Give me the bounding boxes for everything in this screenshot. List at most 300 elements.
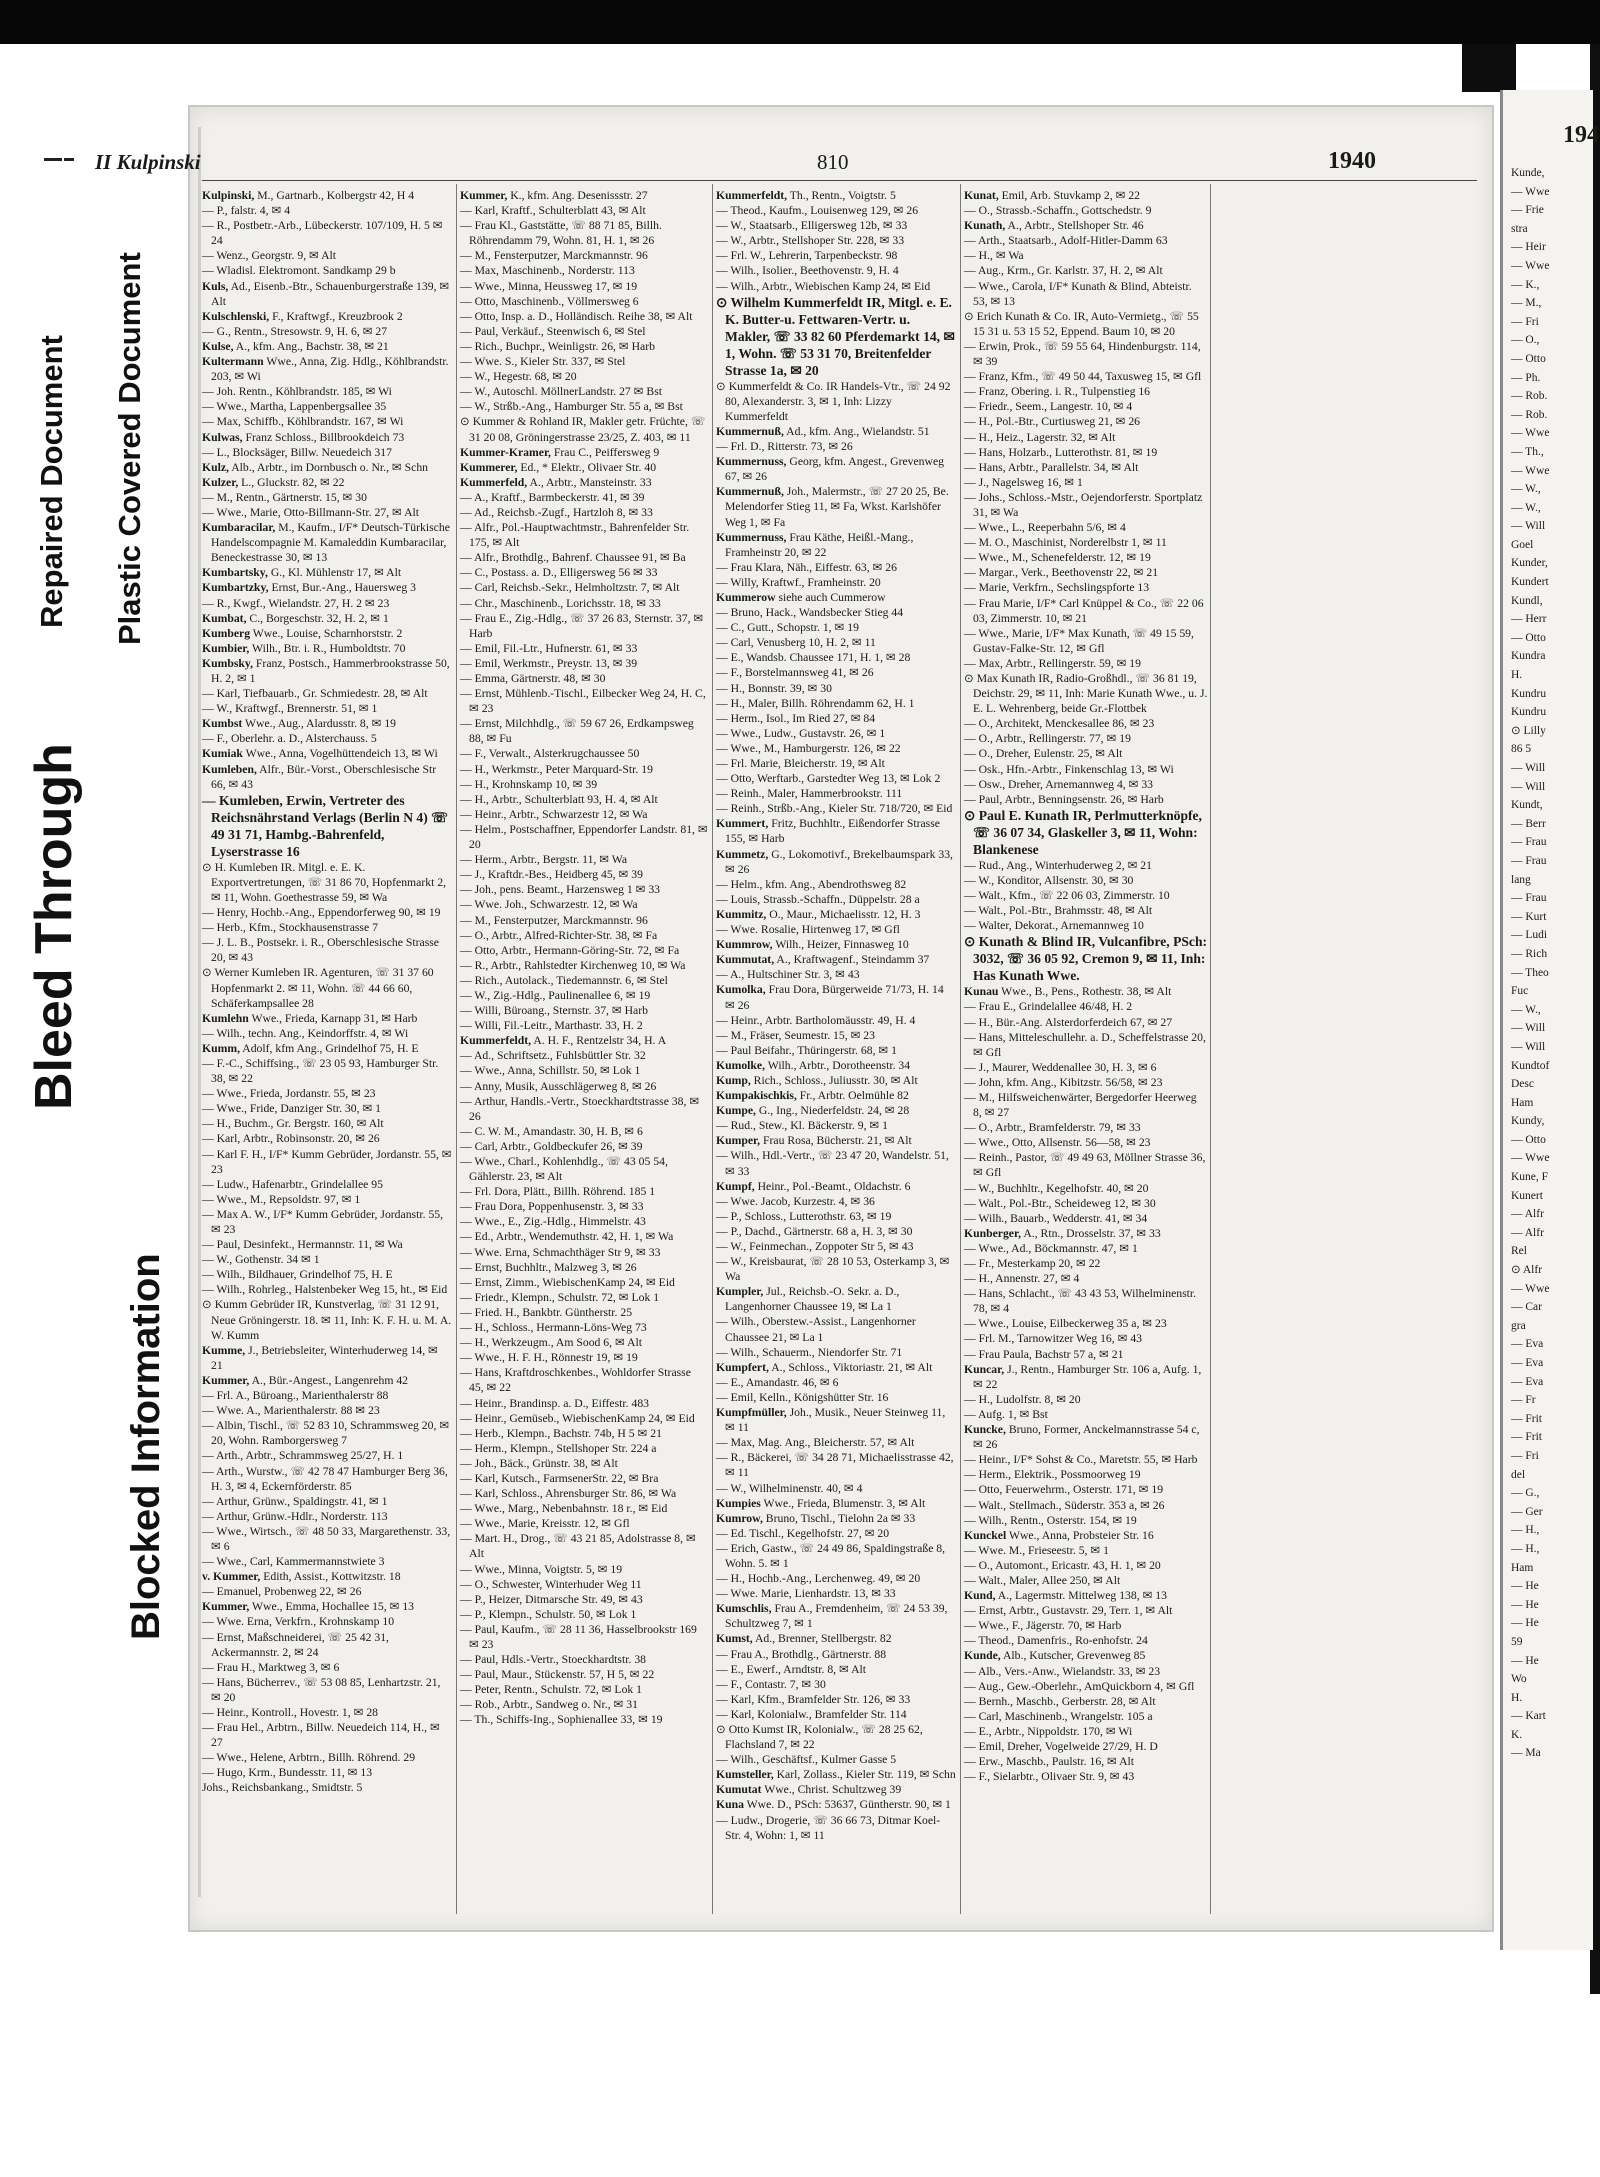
directory-entry <box>202 1524 452 1554</box>
entry-surname: Kumpler, <box>716 1285 764 1299</box>
entry-surname: Kumme, <box>202 1343 246 1357</box>
directory-entry <box>460 1592 708 1607</box>
entry-surname: Kummernuß, <box>716 485 784 499</box>
directory-entry <box>964 1120 1208 1135</box>
adjacent-entry: — G., <box>1511 1487 1540 1500</box>
entry-details: — H., Pol.-Btr., Curtiusweg 21, ✉ 26 <box>964 415 1141 429</box>
directory-entry <box>716 1662 956 1677</box>
entry-details: J., Rentn., Hamburger Str. 106 a, Aufg. 1, ✉ 22 <box>973 1362 1202 1391</box>
directory-entry <box>460 384 708 399</box>
directory-entry <box>202 1494 452 1509</box>
entry-details: A., Bür.-Angest., Langenrehm 42 <box>251 1373 409 1387</box>
entry-details: — Chr., Maschinenb., Lorichsstr. 18, ✉ 33 <box>460 596 661 610</box>
directory-entry <box>460 1516 708 1531</box>
margin-dash <box>44 158 62 161</box>
entry-details: — Karl, Schloss., Ahrensburger Str. 86, ✉ Wa <box>460 1487 677 1501</box>
directory-entry <box>964 1271 1208 1286</box>
directory-entry <box>716 1148 956 1178</box>
adjacent-entry: — Frit <box>1511 1431 1542 1444</box>
entry-details: ⊙ Kummer & Rohland IR, Makler getr. Früchte, ☏ 31 20 08, Gröningerstrasse 23/25, Z. 403, ✉ 11 <box>460 415 706 444</box>
entry-details: — Frau H., Marktweg 3, ✉ 6 <box>202 1660 340 1674</box>
entry-details: — Wwe. M., Frieseestr. 5, ✉ 1 <box>964 1543 1109 1557</box>
entry-surname: Kunath, <box>964 219 1006 233</box>
entry-details: — E., Ewerf., Arndtstr. 8, ✉ Alt <box>716 1662 867 1676</box>
directory-entry <box>202 1599 452 1614</box>
entry-surname: Kunat, <box>964 189 999 202</box>
directory-entry <box>202 1297 452 1342</box>
directory-entry <box>460 339 708 354</box>
entry-surname: Kummernuss, <box>716 455 787 469</box>
directory-entry <box>202 920 452 935</box>
directory-entry <box>716 1194 956 1209</box>
directory-entry <box>964 626 1208 656</box>
entry-details: — Herb., Kfm., Stockhausenstrasse 7 <box>202 921 378 935</box>
adjacent-entry: Wo <box>1511 1673 1527 1686</box>
entry-details: Wwe., Frieda, Blumenstr. 3, ✉ Alt <box>763 1496 926 1510</box>
directory-entry <box>202 1750 452 1765</box>
directory-entry <box>202 490 452 505</box>
directory-entry <box>964 550 1208 565</box>
directory-entry <box>716 967 956 982</box>
directory-entry <box>460 369 708 384</box>
directory-entry <box>460 973 708 988</box>
entry-details: — Wwe., Marg., Nebenbahnstr. 18 r., ✉ Eid <box>460 1502 668 1516</box>
directory-entry <box>716 590 956 605</box>
entry-surname: Kumpfert, <box>716 1360 769 1374</box>
directory-entry <box>716 1360 956 1375</box>
directory-entry <box>202 1705 452 1720</box>
adjacent-entry: — Will <box>1511 762 1546 774</box>
entry-details: Wwe., Aug., Alardusstr. 8, ✉ 19 <box>245 717 397 731</box>
adjacent-entry: Kundert <box>1511 576 1549 589</box>
entry-surname: Kummert, <box>716 817 769 831</box>
directory-entry <box>964 580 1208 595</box>
directory-entry <box>460 1214 708 1229</box>
directory-entry <box>716 696 956 711</box>
adjacent-entry: — Wwe <box>1511 259 1550 272</box>
directory-entry <box>716 907 956 922</box>
entry-details: — Herm., Klempn., Stellshoper Str. 224 a <box>460 1441 657 1455</box>
entry-details: — H., Arbtr., Schulterblatt 93, H. 4, ✉ Alt <box>460 792 658 806</box>
directory-entry <box>964 1090 1208 1120</box>
directory-entry <box>460 1622 708 1652</box>
entry-details: — Carl, Reichsb.-Sekr., Helmholtzstr. 7, ✉ Alt <box>460 581 680 595</box>
entry-surname: Kumst, <box>716 1632 753 1646</box>
directory-entry <box>716 1254 956 1284</box>
entry-details: — O., Strassb.-Schaffn., Gottschedstr. 9 <box>964 204 1152 218</box>
blocked-information-label: Blocked Information <box>124 1253 168 1640</box>
directory-entry <box>460 852 708 867</box>
entry-details: — H., Werkmstr., Peter Marquard-Str. 19 <box>460 762 653 776</box>
entry-details: — Ed. Tischl., Kegelhofstr. 27, ✉ 20 <box>716 1526 890 1540</box>
adjacent-entry: Goel <box>1511 538 1534 551</box>
adjacent-entry: — Wwe <box>1511 464 1550 477</box>
entry-details: — Frau Klara, Näh., Eiffestr. 63, ✉ 26 <box>716 560 897 574</box>
directory-entry <box>460 897 708 912</box>
entry-details: — Frau A., Brothdlg., Gärtnerstr. 88 <box>716 1647 887 1661</box>
directory-entry <box>202 1041 452 1056</box>
directory-entry <box>964 656 1208 671</box>
entry-details: — Louis, Strassb.-Schaffn., Düppelstr. 28 a <box>716 892 920 906</box>
directory-entry <box>716 786 956 801</box>
directory-entry <box>202 965 452 1010</box>
entry-details: — Frau Marie, I/F* Carl Knüppel & Co., ☏ 22 06 03, Zimmerstr. 10, ✉ 21 <box>964 596 1204 625</box>
entry-details: — Wwe., Carola, I/F* Kunath & Blind, Abteistr. 53, ✉ 13 <box>964 279 1192 308</box>
entry-details: A., Kraftwagenf., Steindamm 37 <box>776 953 930 967</box>
entry-details: — E., Wandsb. Chaussee 171, H. 1, ✉ 28 <box>716 651 911 665</box>
directory-entry <box>202 324 452 339</box>
entry-details: — Wwe. Erna, Schmachthäger Str 9, ✉ 33 <box>460 1245 661 1259</box>
entry-details: — Willi, Fil.-Leitr., Marthastr. 33, H. 2 <box>460 1019 643 1033</box>
directory-entry <box>964 1648 1208 1663</box>
adjacent-entry: — Ger <box>1511 1505 1543 1518</box>
directory-entry <box>202 1780 452 1795</box>
entry-details: ⊙ Kumm Gebrüder IR, Kunstverlag, ☏ 31 12 91, Neue Gröningerstr. 18. ✉ 11, Inh: K. F. H. u. M. A. W. Kumm <box>202 1298 452 1342</box>
directory-entry <box>716 279 956 294</box>
entry-details: — H., Krohnskamp 10, ✉ 39 <box>460 777 598 791</box>
entry-details: — Herb., Klempn., Bachstr. 74b, H 5 ✉ 21 <box>460 1426 662 1440</box>
entry-details: Ernst, Bur.-Ang., Hauersweg 3 <box>271 581 416 595</box>
directory-entry <box>202 1418 452 1448</box>
directory-entry <box>202 1267 452 1282</box>
directory-entry <box>964 1467 1208 1482</box>
directory-entry <box>202 686 452 701</box>
directory-entry <box>460 1184 708 1199</box>
entry-surname: Kummerfeldt, <box>716 189 788 202</box>
adjacent-entry: — He <box>1511 1598 1539 1611</box>
adjacent-entry: — Frau <box>1511 836 1547 849</box>
adjacent-entry: — Heir <box>1511 241 1546 254</box>
directory-entry <box>716 424 956 439</box>
entry-surname: Kumpf, <box>716 1179 755 1193</box>
entry-surname: v. Kummer, <box>202 1570 261 1584</box>
directory-entry <box>964 807 1208 858</box>
directory-entry <box>964 188 1208 203</box>
entry-details: — Wilh., Rohrleg., Halstenbeker Weg 15, ht., ✉ Eid <box>202 1283 448 1297</box>
directory-entry <box>716 1133 956 1148</box>
directory-entry <box>460 1079 708 1094</box>
directory-entry <box>716 1450 956 1480</box>
header-rule <box>202 180 1477 181</box>
directory-entry <box>964 1452 1208 1467</box>
directory-entry <box>460 475 708 490</box>
entry-details: O., Maur., Michaelisstr. 12, H. 3 <box>769 907 921 921</box>
directory-entry <box>964 933 1208 984</box>
entry-details: — Joh., pens. Beamt., Harzensweg 1 ✉ 33 <box>460 883 661 897</box>
directory-entry <box>202 1373 452 1388</box>
directory-entry <box>460 248 708 263</box>
entry-details: — J. L. B., Postsekr. i. R., Oberschlesische Strasse 20, ✉ 43 <box>202 936 439 965</box>
entry-surname: Kummitz, <box>716 907 767 921</box>
entry-details: — Peter, Rentn., Schulstr. 72, ✉ Lok 1 <box>460 1683 643 1697</box>
entry-surname: Kumleben, <box>202 762 257 776</box>
directory-entry <box>460 1531 708 1561</box>
directory-entry <box>202 203 452 218</box>
entry-surname: Kunde, <box>964 1649 1001 1663</box>
directory-entry <box>202 641 452 656</box>
directory-entry <box>460 1139 708 1154</box>
adjacent-entry: — Theo <box>1511 966 1549 979</box>
directory-entry <box>716 1435 956 1450</box>
directory-entry <box>202 656 452 686</box>
directory-entry <box>202 1765 452 1780</box>
entry-details: — W., Autoschl. MöllnerLandstr. 27 ✉ Bst <box>460 385 662 399</box>
entry-details: — H., Maler, Billh. Röhrendamm 62, H. 1 <box>716 696 915 710</box>
directory-entry <box>964 1633 1208 1648</box>
entry-surname: Kunckel <box>964 1528 1007 1542</box>
adjacent-entry: Ham <box>1511 1561 1534 1574</box>
directory-entry <box>202 218 452 248</box>
entry-details: — Willi, Büroang., Sternstr. 37, ✉ Harb <box>460 1004 648 1018</box>
entry-details: — W., Wilhelminenstr. 40, ✉ 4 <box>716 1481 863 1495</box>
directory-entry <box>716 922 956 937</box>
directory-entry <box>460 1124 708 1139</box>
entry-details: — Heinr., Gemüseb., WiebischenKamp 24, ✉ Eid <box>460 1411 695 1425</box>
scan-top-border <box>0 0 1600 44</box>
entry-details: — Arthur, Handls.-Vertr., Stoeckhardtstrasse 38, ✉ 26 <box>460 1094 700 1123</box>
entry-details: — Emanuel, Probenweg 22, ✉ 26 <box>202 1585 362 1599</box>
directory-entry <box>202 475 452 490</box>
entry-details: Rich., Schloss., Juliusstr. 30, ✉ Alt <box>753 1073 918 1087</box>
directory-entry <box>460 913 708 928</box>
entry-details: — Reinh., Strßb.-Ang., Kieler Str. 718/720, ✉ Eid <box>716 802 953 816</box>
entry-details: — Emil, Kelln., Königshütter Str. 16 <box>716 1390 889 1404</box>
adjacent-entry: — Fri <box>1511 1449 1539 1462</box>
adjacent-entry: Rel <box>1511 1245 1527 1258</box>
entry-details: Ed., * Elektr., Olivaer Str. 40 <box>520 460 657 474</box>
entry-details: — O., Arbtr., Bramfelderstr. 79, ✉ 33 <box>964 1121 1141 1135</box>
directory-entry <box>716 1118 956 1133</box>
directory-entry <box>716 1179 956 1194</box>
directory-entry <box>460 792 708 807</box>
entry-details: — Wilh., techn. Ang., Keindorffstr. 4, ✉ Wi <box>202 1026 409 1040</box>
directory-entry <box>716 248 956 263</box>
directory-entry <box>964 339 1208 369</box>
entry-details: — Rob., Arbtr., Sandweg o. Nr., ✉ 31 <box>460 1698 638 1712</box>
entry-details: — Rich., Autolack., Tiedemannstr. 6, ✉ Stel <box>460 973 668 987</box>
directory-entry <box>964 1603 1208 1618</box>
entry-details: J., Betriebsleiter, Winterhuderweg 14, ✉ 21 <box>211 1343 438 1372</box>
entry-surname: Kummer-Kramer, <box>460 445 551 459</box>
directory-entry <box>202 1086 452 1101</box>
entry-details: — Wwe. Joh., Schwarzestr. 12, ✉ Wa <box>460 898 638 912</box>
directory-entry <box>460 1456 708 1471</box>
entry-surname: Kummer, <box>202 1373 250 1387</box>
entry-details: Bruno, Tischl., Tielohn 2a ✉ 33 <box>765 1511 916 1525</box>
plastic-covered-label: Plastic Covered Document <box>112 252 147 645</box>
entry-details: — M., Rentn., Gärtnerstr. 15, ✉ 30 <box>202 490 367 504</box>
directory-entry <box>460 958 708 973</box>
entry-details: — Wwe., Minna, Heussweg 17, ✉ 19 <box>460 279 638 293</box>
directory-entry <box>202 1282 452 1297</box>
directory-entry <box>716 1511 956 1526</box>
adjacent-entry: — H., <box>1511 1524 1540 1537</box>
directory-entry <box>716 726 956 741</box>
column-divider <box>960 184 961 1914</box>
entry-details: — Wilh., Bauarb., Wedderstr. 41, ✉ 34 <box>964 1211 1148 1225</box>
entry-details: — Herm., Elektrik., Possmoorweg 19 <box>964 1468 1141 1482</box>
entry-details: Wilh., Heizer, Finnasweg 10 <box>775 938 909 952</box>
directory-entry <box>716 1013 956 1028</box>
entry-details: — Wwe. Rosalie, Hirtenweg 17, ✉ Gfl <box>716 923 900 937</box>
directory-entry <box>460 686 708 716</box>
directory-entry <box>716 1601 956 1631</box>
directory-entry <box>460 1063 708 1078</box>
directory-entry <box>964 792 1208 807</box>
directory-entry <box>202 731 452 746</box>
entry-details: — John, kfm. Ang., Kibitzstr. 56/58, ✉ 23 <box>964 1075 1163 1089</box>
entry-details: — W., Feinmechan., Zoppoter Str 5, ✉ 43 <box>716 1240 914 1253</box>
directory-entry <box>964 1286 1208 1316</box>
entry-details: — Erw., Maschb., Paulstr. 16, ✉ Alt <box>964 1755 1135 1769</box>
entry-details: — F., Oberlehr. a. D., Alsterchauss. 5 <box>202 732 377 746</box>
entry-details: Johs., Reichsbankang., Smidtstr. 5 <box>202 1781 363 1795</box>
entry-details: — H., Annenstr. 27, ✉ 4 <box>964 1272 1080 1286</box>
directory-entry <box>460 1320 708 1335</box>
directory-entry <box>964 1135 1208 1150</box>
directory-entry <box>460 656 708 671</box>
entry-details: — Ernst, Arbtr., Gustavstr. 29, Terr. 1, ✉ Alt <box>964 1604 1173 1618</box>
directory-entry <box>964 490 1208 520</box>
directory-entry <box>460 762 708 777</box>
directory-entry <box>460 1003 708 1018</box>
entry-surname: Kumper, <box>716 1134 761 1148</box>
adjacent-entry: H. <box>1511 669 1523 682</box>
entry-details: Wilh., Btr. i. R., Humboldtstr. 70 <box>252 641 406 655</box>
adjacent-entry: — Rob. <box>1511 390 1548 403</box>
scan-notch <box>1462 44 1516 92</box>
directory-entry <box>460 807 708 822</box>
adjacent-entry: — He <box>1511 1580 1539 1593</box>
entry-details: — Walter, Dekorat., Arnemannweg 10 <box>964 919 1144 933</box>
directory-entry <box>716 1043 956 1058</box>
adjacent-entry: — Rob. <box>1511 408 1548 421</box>
directory-entry <box>716 1767 956 1782</box>
entry-details: Th., Rentn., Voigtstr. 5 <box>789 189 896 202</box>
directory-entry <box>716 1375 956 1390</box>
entry-details: — W., Hegestr. 68, ✉ 20 <box>460 370 577 384</box>
directory-entry <box>716 1345 956 1360</box>
directory-entry <box>716 877 956 892</box>
entry-details: — H., Buchm., Gr. Bergstr. 160, ✉ Alt <box>202 1117 384 1131</box>
entry-details: — Helm., Postschaffner, Eppendorfer Landstr. 81, ✉ 20 <box>460 822 708 852</box>
directory-entry <box>964 384 1208 399</box>
directory-entry <box>716 847 956 877</box>
entry-details: — Alb., Vers.-Anw., Wielandstr. 33, ✉ 23 <box>964 1664 1161 1678</box>
directory-entry <box>716 771 956 786</box>
directory-entry <box>716 1647 956 1662</box>
directory-entry <box>716 801 956 816</box>
directory-entry <box>716 816 956 846</box>
directory-entry <box>460 399 708 414</box>
entry-details: — Otto, Werftarb., Garstedter Weg 13, ✉ Lok 2 <box>716 772 941 786</box>
entry-surname: Kumbartzky, <box>202 581 269 595</box>
entry-details: — Friedr., Klempn., Schulstr. 72, ✉ Lok 1 <box>460 1290 660 1304</box>
directory-entry <box>716 1028 956 1043</box>
page-header <box>95 150 1385 182</box>
entry-details: — Arthur, Grünw.-Hdlr., Norderstr. 113 <box>202 1509 388 1523</box>
entry-details: — W., Strßb.-Ang., Hamburger Str. 55 a, ✉ Bst <box>460 400 683 414</box>
directory-entry <box>716 741 956 756</box>
adjacent-entry: Kunde, <box>1511 167 1545 179</box>
entry-details: — P., Schloss., Lutterothstr. 63, ✉ 19 <box>716 1209 892 1223</box>
entry-surname: Kump, <box>716 1073 751 1087</box>
directory-entry <box>964 1241 1208 1256</box>
adjacent-entry: — Herr <box>1511 613 1547 626</box>
directory-entry <box>460 1426 708 1441</box>
entry-surname: Kumpe, <box>716 1104 756 1118</box>
entry-details: — Carl, Venusberg 10, H. 2, ✉ 11 <box>716 636 876 650</box>
entry-details: Edith, Assist., Kottwitzstr. 18 <box>263 1570 401 1584</box>
adjacent-entry: — Frau <box>1511 892 1547 905</box>
adjacent-page-strip <box>1500 90 1599 1950</box>
directory-entry <box>716 711 956 726</box>
entry-details: — Anny, Musik, Ausschlägerweg 8, ✉ 26 <box>460 1079 657 1093</box>
entry-details: ⊙ Wilhelm Kummerfeldt IR, Mitgl. e. E. K. Butter-u. Fettwaren-Vertr. u. Makler, ☏ 33 82 60 Pferdemarkt 14, ✉ 1, Wohn. ☏ 53 31 70, Breitenfelder Strasse 1a, ✉ 20 <box>716 294 955 378</box>
directory-entry <box>460 1229 708 1244</box>
entry-details: — Otto, Maschinenb., Völlmersweg 6 <box>460 294 639 308</box>
entry-details: G., Lokomotivf., Brekelbaumspark 33, ✉ 26 <box>725 847 953 876</box>
directory-entry <box>716 952 956 967</box>
adjacent-entry: — Will <box>1511 1022 1546 1035</box>
entry-details: — Hans, Bücherrev., ☏ 53 08 85, Lenhartzstr. 21, ✉ 20 <box>202 1675 441 1704</box>
entry-details: — W., Zig.-Hdlg., Paulinenallee 6, ✉ 19 <box>460 988 651 1002</box>
directory-entry <box>460 1154 708 1184</box>
entry-details: — Wwe., Marie, I/F* Max Kunath, ☏ 49 15 59, Gustav-Falke-Str. 12, ✉ Gfl <box>964 626 1194 655</box>
adjacent-entry: ⊙ Alfr <box>1511 1264 1543 1277</box>
entry-details: — Arth., Arbtr., Schrammsweg 25/27, H. 1 <box>202 1449 404 1463</box>
entry-details: — R., Arbtr., Rahlstedter Kirchenweg 10, ✉ Wa <box>460 958 686 972</box>
entry-details: — Frl. A., Büroang., Marienthalerstr 88 <box>202 1389 389 1403</box>
entry-details: — Heinr., Brandinsp. a. D., Eiffestr. 483 <box>460 1396 650 1410</box>
entry-surname: Kummetz, <box>716 847 769 861</box>
entry-details: — J., Nagelsweg 16, ✉ 1 <box>964 475 1083 489</box>
directory-entry <box>716 1782 956 1797</box>
directory-entry <box>460 1290 708 1305</box>
entry-details: — Wwe. A., Marienthalerstr. 88 ✉ 23 <box>202 1404 380 1418</box>
directory-entry <box>716 1631 956 1646</box>
directory-entry <box>716 620 956 635</box>
directory-entry <box>716 1526 956 1541</box>
directory-entry <box>964 399 1208 414</box>
directory-entry <box>716 575 956 590</box>
entry-details: — Heinr., Arbtr., Schwarzestr 12, ✉ Wa <box>460 807 648 821</box>
entry-details: — Wwe., Otto, Allsenstr. 56—58, ✉ 23 <box>964 1136 1151 1150</box>
entry-details: — Aug., Krm., Gr. Karlstr. 37, H. 2, ✉ Alt <box>964 264 1163 278</box>
directory-entry <box>964 1392 1208 1407</box>
entry-details: — Wwe., M., Repsoldstr. 97, ✉ 1 <box>202 1192 361 1206</box>
adjacent-entry: — Otto <box>1511 631 1546 644</box>
entry-details: — Wwe. Erna, Verkfrn., Krohnskamp 10 <box>202 1615 395 1629</box>
entry-details: G., Ing., Niederfeldstr. 24, ✉ 28 <box>758 1104 910 1118</box>
adjacent-entry: — Fri <box>1511 315 1539 328</box>
directory-entry <box>202 1192 452 1207</box>
entry-details: — Max, Maschinenb., Norderstr. 113 <box>460 264 635 278</box>
entry-details: — Herm., Isol., Im Ried 27, ✉ 84 <box>716 711 876 725</box>
entry-details: — Karl, Kutsch., FarmsenerStr. 22, ✉ Bra <box>460 1471 659 1485</box>
directory-entry <box>716 263 956 278</box>
page-number: 810 <box>817 150 849 174</box>
entry-details: — H., Schloss., Hermann-Löns-Weg 73 <box>460 1321 647 1335</box>
directory-entry <box>964 1150 1208 1180</box>
directory-entry <box>964 430 1208 445</box>
entry-details: — C., Gutt., Schopstr. 1, ✉ 19 <box>716 621 859 635</box>
entry-details: — W., Gothenstr. 34 ✉ 1 <box>202 1253 320 1267</box>
entry-details: — P., Dachd., Gärtnerstr. 68 a, H. 3, ✉ 30 <box>716 1224 913 1238</box>
entry-details: — Emma, Gärtnerstr. 48, ✉ 30 <box>460 672 606 685</box>
directory-entry <box>202 860 452 905</box>
directory-entry <box>716 1481 956 1496</box>
